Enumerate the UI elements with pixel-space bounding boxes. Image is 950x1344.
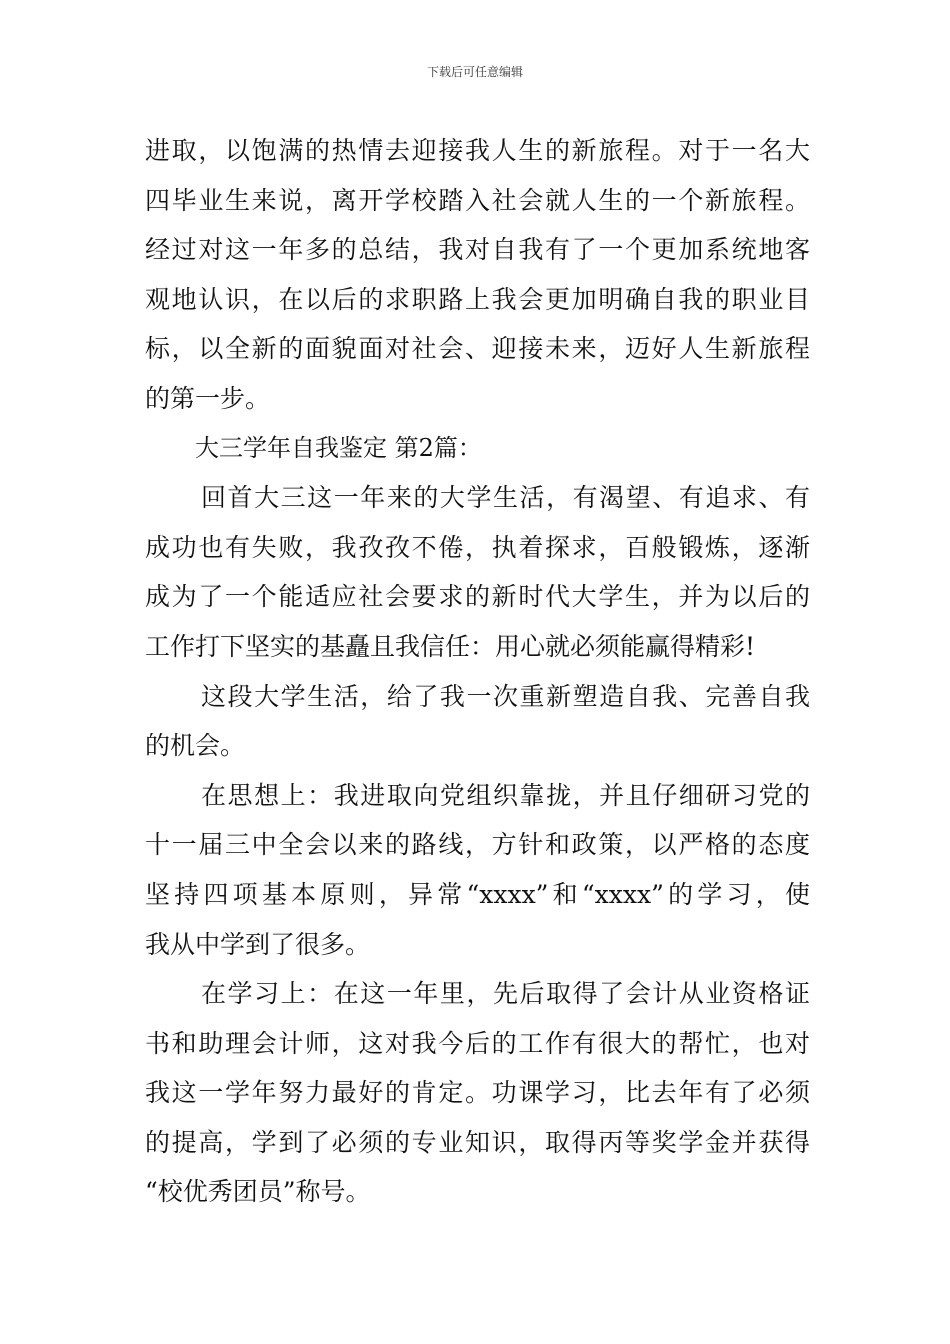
- heading-text: 大三学年自我鉴定 第2篇：: [195, 433, 482, 462]
- paragraph-study: [145, 969, 810, 1217]
- text-line: 坚持四项基本原则，异常“xxxx”和“xxxx”的学习，使: [145, 879, 810, 909]
- text-line: 工作打下坚实的基矗且我信任：用心就必须能赢得精彩!: [145, 631, 756, 661]
- page-header: 下载后可任意编辑: [426, 65, 523, 79]
- text-line: 我这一学年努力最好的肯定。功课学习，比去年有了必须: [145, 1078, 810, 1108]
- text-line: 十一届三中全会以来的路线，方针和政策，以严格的态度: [145, 830, 810, 860]
- text-line: 经过对这一年多的总结，我对自我有了一个更加系统地客: [145, 235, 810, 265]
- text-line: 我从中学到了很多。: [145, 929, 371, 959]
- paragraph-review: [145, 473, 810, 671]
- document-body: [145, 126, 810, 1217]
- text-line: 回首大三这一年来的大学生活，有渴望、有追求、有: [201, 483, 810, 513]
- paragraph-conclusion: [145, 126, 810, 424]
- text-line: 书和助理会计师，这对我今后的工作有很大的帮忙，也对: [145, 1028, 810, 1058]
- text-line: 的提高，学到了必须的专业知识，取得丙等奖学金并获得: [145, 1127, 810, 1157]
- text-line: 四毕业生来说，离开学校踏入社会就人生的一个新旅程。: [145, 185, 810, 215]
- text-line: 在思想上：我进取向党组织靠拢，并且仔细研习党的: [201, 780, 810, 810]
- paragraph-opportunity: [145, 672, 810, 771]
- text-line: 的机会。: [145, 731, 246, 761]
- paragraph-ideology: [145, 771, 810, 969]
- text-line: 标，以全新的面貌面对社会、迎接未来，迈好人生新旅程: [145, 334, 810, 364]
- section-heading: [145, 424, 810, 474]
- text-line: “校优秀团员”称号。: [145, 1177, 371, 1207]
- text-line: 的第一步。: [145, 383, 271, 413]
- text-line: 观地认识，在以后的求职路上我会更加明确自我的职业目: [145, 284, 810, 314]
- text-line: 这段大学生活，给了我一次重新塑造自我、完善自我: [201, 681, 810, 711]
- text-line: 成功也有失败，我孜孜不倦，执着探求，百般锻炼，逐渐: [145, 532, 810, 562]
- text-line: 成为了一个能适应社会要求的新时代大学生，并为以后的: [145, 582, 810, 612]
- text-line: 进取，以饱满的热情去迎接我人生的新旅程。对于一名大: [145, 136, 810, 165]
- text-line: 在学习上：在这一年里，先后取得了会计从业资格证: [201, 979, 810, 1009]
